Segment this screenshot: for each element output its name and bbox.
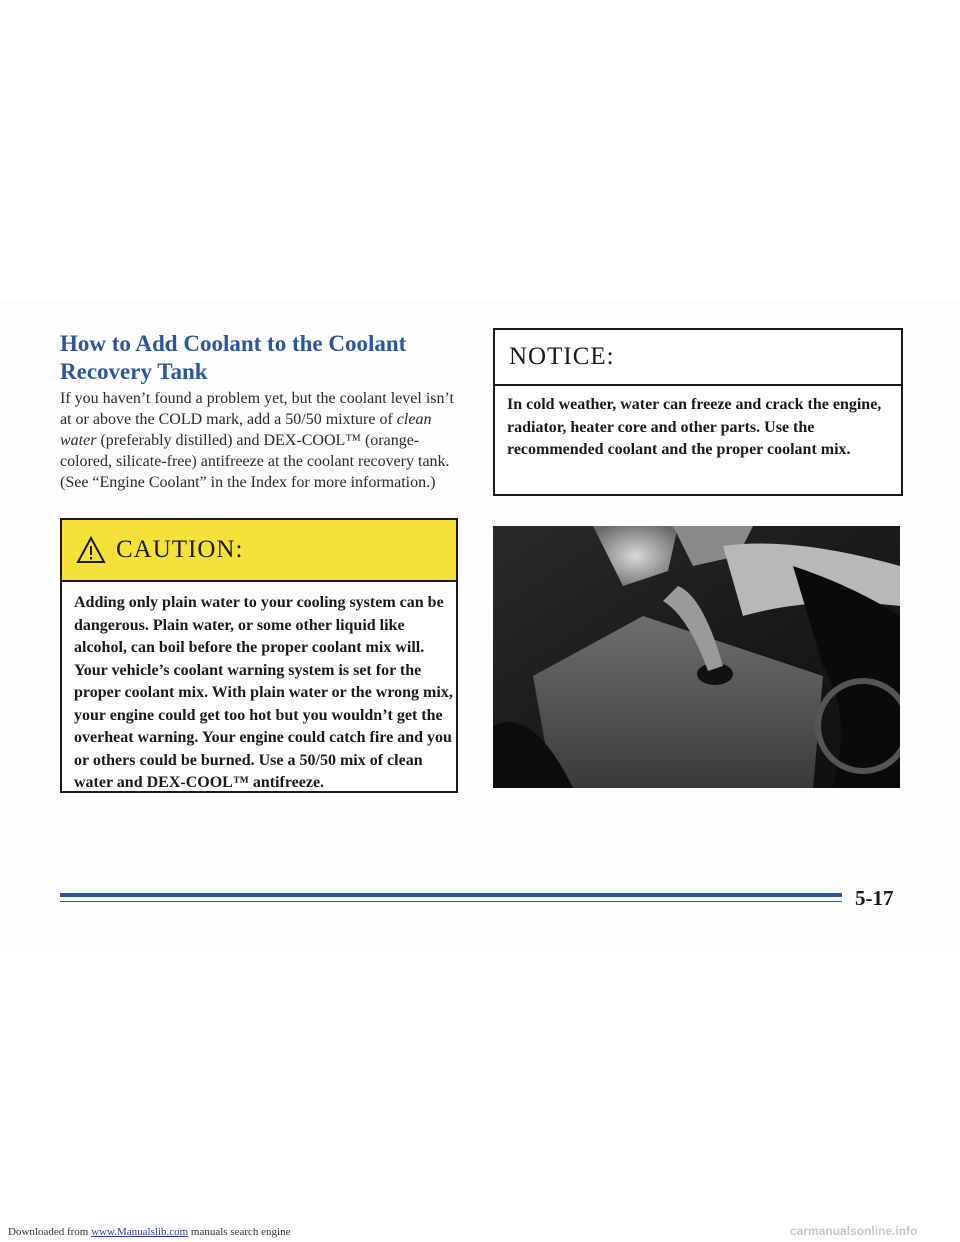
caution-text: Adding only plain water to your cooling system can be dangerous. Plain water, or some other liquid like alcohol, can boil before the proper coolant mix will. Your vehicle’s coolant warning system is set for the proper coolant mix. With plain water or the wrong mix, your engine could get too hot but you wouldn’t get the overheat warning. Your engine could catch fire and you or others could be burned. Use a 50/50 mix of clean water and DEX-COOL™ antifreeze.	[74, 594, 453, 791]
page-top-margin	[0, 0, 960, 300]
watermark-text: carmanualsonline.info	[790, 1224, 918, 1238]
footer-rule-thick	[60, 893, 842, 897]
section-body	[60, 388, 460, 493]
caution-header	[62, 520, 456, 582]
notice-box	[493, 328, 903, 496]
notice-text: In cold weather, water can freeze and crack the engine, radiator, heater core and other parts. Use the recommended coolant and the proper coolant mix.	[507, 396, 882, 458]
download-footer	[8, 1226, 290, 1238]
footer-prefix: Downloaded from	[8, 1226, 92, 1238]
body-text-part-1: If you haven’t found a problem yet, but the coolant level isn’t at or above the COLD mark, add a 50/50 mixture of	[60, 390, 454, 428]
body-text-italic: clean water	[60, 411, 432, 449]
coolant-pouring-photo	[493, 526, 900, 788]
body-text-part-2: (preferably distilled) and DEX-COOL™ (orange-colored, silicate-free) antifreeze at the coolant recovery tank. (See “Engine Coolant” in the Index for more information.)	[60, 432, 450, 491]
footer-suffix: manuals search engine	[188, 1226, 291, 1238]
caution-title: CAUTION:	[116, 536, 244, 563]
section-heading: How to Add Coolant to the Coolant Recovery Tank	[60, 331, 407, 384]
manualslib-link[interactable]: www.Manualslib.com	[91, 1226, 189, 1238]
warning-triangle-icon	[76, 536, 106, 564]
page-number: 5-17	[855, 886, 894, 910]
footer-rule-thin	[60, 901, 842, 902]
notice-header	[495, 330, 901, 386]
caution-box	[60, 518, 458, 793]
notice-title: NOTICE:	[509, 343, 615, 370]
page-bottom-margin	[0, 945, 960, 1242]
